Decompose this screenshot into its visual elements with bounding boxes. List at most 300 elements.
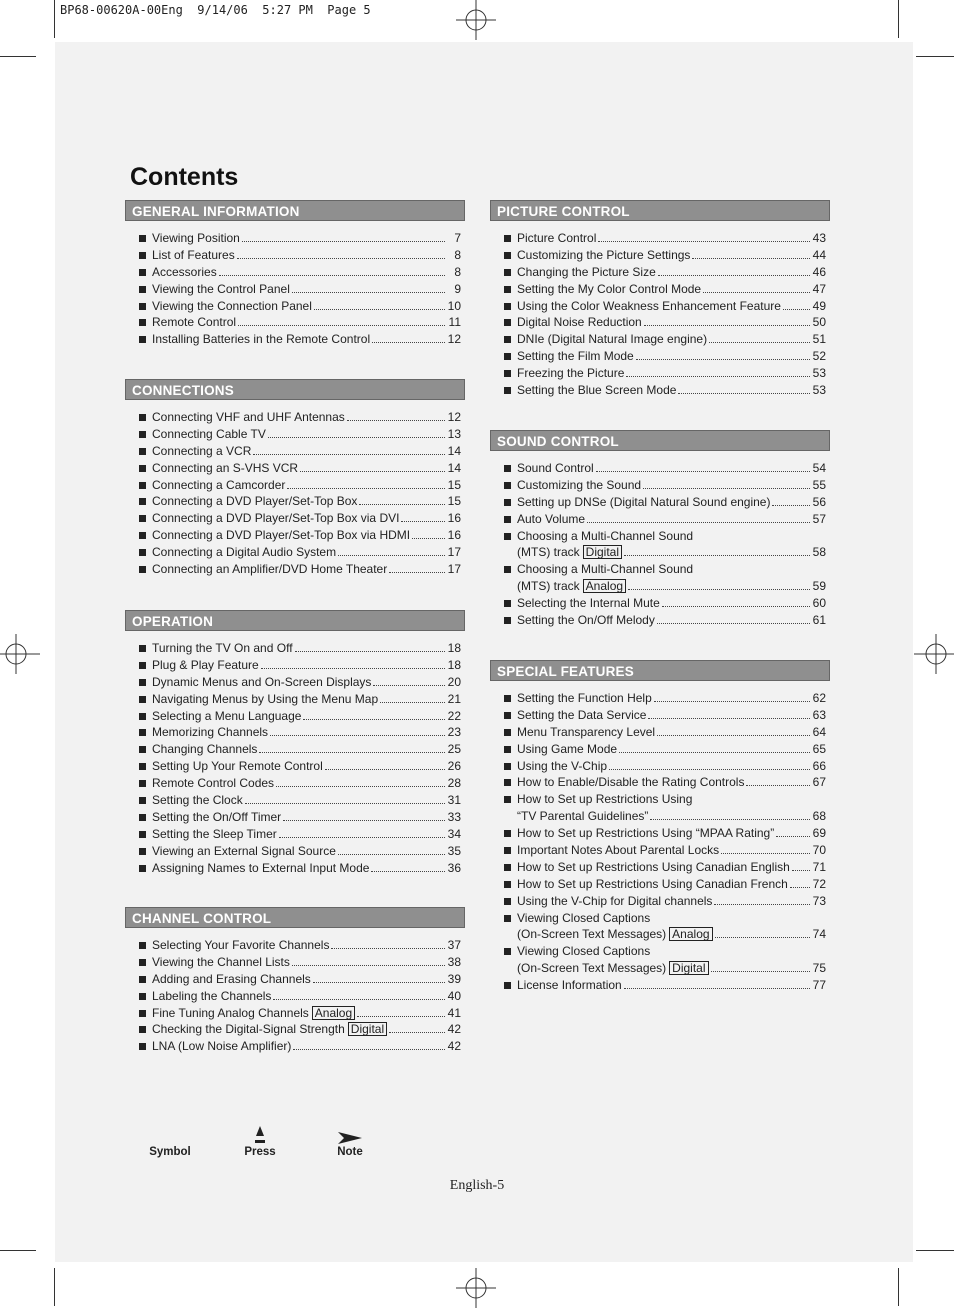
crop-mark bbox=[0, 1250, 36, 1251]
toc-entry-title: Viewing the Channel Lists bbox=[152, 954, 290, 969]
dot-leader bbox=[331, 948, 445, 949]
bullet-square-icon bbox=[139, 498, 146, 505]
toc-entry[interactable] bbox=[490, 707, 830, 724]
toc-entry-line bbox=[152, 443, 461, 460]
bullet-square-icon bbox=[504, 566, 511, 573]
toc-entry[interactable] bbox=[490, 314, 830, 331]
toc-page-number: 15 bbox=[447, 477, 461, 492]
toc-entry-line bbox=[152, 247, 461, 264]
bullet-square-icon bbox=[504, 712, 511, 719]
toc-entry-title: Setting the Clock bbox=[152, 793, 243, 808]
toc-entry[interactable] bbox=[490, 247, 830, 264]
toc-entry-line bbox=[152, 561, 461, 578]
toc-entry[interactable] bbox=[490, 893, 830, 910]
toc-entry[interactable] bbox=[125, 640, 465, 657]
toc-entry[interactable] bbox=[490, 859, 830, 876]
toc-page-number: 61 bbox=[812, 613, 826, 628]
toc-page-number: 43 bbox=[812, 231, 826, 245]
bullet-square-icon bbox=[504, 779, 511, 786]
toc-entry-title: List of Features bbox=[152, 247, 235, 262]
toc-entry-line bbox=[517, 893, 826, 910]
bullet-square-icon bbox=[139, 549, 146, 556]
toc-entry-line bbox=[517, 910, 826, 927]
toc-entry[interactable] bbox=[125, 775, 465, 792]
toc-entry-line bbox=[517, 247, 826, 264]
toc-page-number: 21 bbox=[447, 691, 461, 706]
toc-entry[interactable] bbox=[490, 264, 830, 281]
toc-entry-title: Viewing Closed Captions bbox=[517, 944, 651, 959]
toc-entry[interactable] bbox=[490, 741, 830, 758]
toc-page-number: 18 bbox=[447, 641, 461, 655]
dot-leader bbox=[619, 752, 810, 753]
dot-leader bbox=[303, 719, 445, 720]
toc-page-number: 54 bbox=[812, 461, 826, 475]
bullet-square-icon bbox=[504, 353, 511, 360]
toc-entry-title: Navigating Menus by Using the Menu Map bbox=[152, 691, 379, 706]
toc-entry[interactable] bbox=[125, 493, 465, 510]
dot-leader bbox=[657, 623, 810, 624]
toc-entry[interactable] bbox=[490, 910, 830, 944]
bullet-square-icon bbox=[504, 319, 511, 326]
toc-entry[interactable] bbox=[490, 876, 830, 893]
dot-leader bbox=[259, 752, 445, 753]
dot-leader bbox=[245, 803, 445, 804]
toc-entry[interactable] bbox=[490, 298, 830, 315]
toc-entry-title: Setting the Sleep Timer bbox=[152, 826, 277, 841]
toc-entry-line bbox=[517, 758, 826, 775]
toc-entry[interactable] bbox=[125, 691, 465, 708]
toc-entry[interactable] bbox=[125, 264, 465, 281]
toc-entry-line bbox=[517, 460, 826, 477]
dot-leader bbox=[412, 538, 445, 539]
toc-entry[interactable] bbox=[490, 477, 830, 494]
bullet-square-icon bbox=[504, 336, 511, 343]
toc-entry-line bbox=[517, 477, 826, 494]
dot-leader bbox=[359, 504, 445, 505]
toc-entry[interactable] bbox=[125, 826, 465, 843]
print-slug: BP68-00620A-00Eng 9/14/06 5:27 PM Page 5 bbox=[60, 3, 371, 17]
toc-entry-title: Picture Control bbox=[517, 231, 597, 245]
bullet-square-icon bbox=[504, 746, 511, 753]
toc-entry-line bbox=[152, 691, 461, 708]
dot-leader bbox=[292, 965, 445, 966]
toc-entry-line bbox=[517, 791, 826, 808]
toc-page-number: 17 bbox=[447, 545, 461, 560]
bullet-square-icon bbox=[504, 847, 511, 854]
toc-entry-title: Freezing the Picture bbox=[517, 366, 625, 381]
toc-entry[interactable] bbox=[490, 724, 830, 741]
toc-entry-line bbox=[517, 808, 826, 825]
toc-entry-title: License Information bbox=[517, 978, 622, 993]
toc-page-number: 20 bbox=[447, 674, 461, 689]
registration-crosshair-icon bbox=[456, 1268, 496, 1308]
toc-page-number: 60 bbox=[812, 596, 826, 611]
toc-entry-title: Setting the Function Help bbox=[517, 691, 652, 705]
toc-entry-line bbox=[517, 960, 826, 977]
toc-entry[interactable] bbox=[490, 561, 830, 595]
toc-entry-line bbox=[517, 926, 826, 943]
toc-entry-line bbox=[517, 365, 826, 382]
toc-entry-title: Using the V-Chip bbox=[517, 758, 608, 773]
toc-entry-title: Setting the Film Mode bbox=[517, 349, 634, 364]
bullet-square-icon bbox=[139, 566, 146, 573]
toc-entry-title: Using the V-Chip for Digital channels bbox=[517, 893, 713, 908]
bullet-square-icon bbox=[504, 948, 511, 955]
toc-entry-title: Connecting a DVD Player/Set-Top Box bbox=[152, 494, 358, 509]
toc-entry[interactable] bbox=[125, 1005, 465, 1022]
toc-entry[interactable] bbox=[490, 460, 830, 477]
toc-page-number: 28 bbox=[447, 776, 461, 791]
crop-mark bbox=[898, 0, 899, 38]
toc-entry[interactable] bbox=[125, 657, 465, 674]
toc-page-number: 63 bbox=[812, 707, 826, 722]
bullet-square-icon bbox=[139, 645, 146, 652]
toc-entry[interactable] bbox=[125, 954, 465, 971]
bullet-square-icon bbox=[139, 976, 146, 983]
bullet-square-icon bbox=[139, 848, 146, 855]
toc-entry[interactable] bbox=[490, 494, 830, 511]
toc-page-number: 17 bbox=[447, 562, 461, 577]
toc-entry[interactable] bbox=[490, 977, 830, 994]
toc-page-number: 12 bbox=[447, 410, 461, 424]
bullet-square-icon bbox=[504, 252, 511, 259]
dot-leader bbox=[650, 819, 810, 820]
toc-entry[interactable] bbox=[125, 1038, 465, 1055]
toc-entry-title: “TV Parental Guidelines” bbox=[517, 809, 649, 824]
toc-entry-line bbox=[152, 724, 461, 741]
toc-entry[interactable] bbox=[125, 724, 465, 741]
dot-leader bbox=[648, 718, 810, 719]
dot-leader bbox=[628, 589, 810, 590]
section-channel-control bbox=[125, 907, 465, 1055]
section-heading: SOUND CONTROL bbox=[490, 430, 830, 451]
toc-entry-line bbox=[152, 758, 461, 775]
bullet-square-icon bbox=[139, 729, 146, 736]
toc-entry-line bbox=[152, 527, 461, 544]
toc-entry-title: Sound Control bbox=[517, 461, 594, 475]
section-heading: CONNECTIONS bbox=[125, 379, 465, 400]
dot-leader bbox=[380, 702, 445, 703]
bullet-square-icon bbox=[504, 533, 511, 540]
toc-entry-title: Adding and Erasing Channels bbox=[152, 971, 311, 986]
toc-entry[interactable] bbox=[125, 988, 465, 1005]
toc-entry[interactable] bbox=[490, 791, 830, 825]
toc-entry[interactable] bbox=[490, 281, 830, 298]
toc-page-number: 64 bbox=[812, 724, 826, 739]
dot-leader bbox=[624, 555, 810, 556]
bullet-square-icon bbox=[504, 898, 511, 905]
toc-page-number: 14 bbox=[447, 443, 461, 458]
dot-leader bbox=[746, 785, 810, 786]
toc-entry[interactable] bbox=[125, 937, 465, 954]
toc-entry-line bbox=[517, 561, 826, 578]
toc-entry-line bbox=[517, 331, 826, 348]
dot-leader bbox=[300, 471, 445, 472]
toc-entry-title: Setting the On/Off Melody bbox=[517, 613, 655, 628]
toc-page-number: 65 bbox=[812, 741, 826, 756]
toc-entry[interactable] bbox=[125, 1021, 465, 1038]
toc-entry[interactable] bbox=[125, 230, 465, 247]
toc-entry-line bbox=[152, 544, 461, 561]
toc-entry[interactable] bbox=[490, 331, 830, 348]
toc-entry-title: How to Set up Restrictions Using bbox=[517, 792, 693, 807]
toc-entry[interactable] bbox=[125, 460, 465, 477]
toc-entry[interactable] bbox=[125, 477, 465, 494]
toc-entry-title: Setting the My Color Control Mode bbox=[517, 281, 702, 296]
dot-leader bbox=[253, 454, 445, 455]
toc-entry-line bbox=[152, 1005, 461, 1022]
toc-entry-title: Connecting an S-VHS VCR bbox=[152, 460, 299, 475]
toc-entry[interactable] bbox=[125, 708, 465, 725]
toc-entry[interactable] bbox=[490, 528, 830, 562]
toc-page-number: 25 bbox=[447, 742, 461, 757]
press-arrow-icon bbox=[230, 1120, 290, 1146]
bullet-square-icon bbox=[139, 515, 146, 522]
toc-page-number: 66 bbox=[812, 758, 826, 773]
dot-leader bbox=[279, 837, 445, 838]
toc-page-number: 23 bbox=[447, 725, 461, 740]
toc-entry[interactable] bbox=[125, 426, 465, 443]
toc-page-number: 38 bbox=[447, 954, 461, 969]
toc-entry-line bbox=[517, 612, 826, 629]
toc-page-number: 59 bbox=[812, 579, 826, 594]
bullet-square-icon bbox=[139, 252, 146, 259]
toc-entry[interactable] bbox=[490, 230, 830, 247]
toc-entry-line bbox=[517, 382, 826, 399]
toc-page-number: 57 bbox=[812, 511, 826, 526]
toc-entry[interactable] bbox=[125, 758, 465, 775]
toc-entry-line bbox=[152, 826, 461, 843]
toc-entry-line bbox=[517, 298, 826, 315]
toc-entry-line bbox=[517, 494, 826, 511]
toc-entry[interactable] bbox=[490, 382, 830, 399]
toc-entry-title: Plug & Play Feature bbox=[152, 657, 259, 672]
toc-entry-title: Setting Up Your Remote Control bbox=[152, 759, 323, 774]
toc-page-number: 40 bbox=[447, 988, 461, 1003]
crop-mark bbox=[54, 0, 55, 38]
toc-page-number: 67 bbox=[812, 775, 826, 790]
signal-type-badge: Analog bbox=[312, 1006, 355, 1020]
toc-entry-title: (On-Screen Text Messages) bbox=[517, 927, 667, 942]
bullet-square-icon bbox=[139, 303, 146, 310]
toc-page-number: 26 bbox=[447, 759, 461, 774]
dot-leader bbox=[792, 870, 810, 871]
toc-entry[interactable] bbox=[125, 331, 465, 348]
toc-entry[interactable] bbox=[490, 348, 830, 365]
dot-leader bbox=[273, 999, 445, 1000]
toc-entry[interactable] bbox=[125, 544, 465, 561]
toc-entry[interactable] bbox=[125, 843, 465, 860]
bullet-square-icon bbox=[139, 1043, 146, 1050]
dot-leader bbox=[357, 1016, 445, 1017]
toc-entry-line bbox=[517, 859, 826, 876]
toc-entry[interactable] bbox=[490, 842, 830, 859]
bullet-square-icon bbox=[139, 679, 146, 686]
dot-leader bbox=[636, 359, 810, 360]
toc-entry-line bbox=[152, 741, 461, 758]
bullet-square-icon bbox=[139, 780, 146, 787]
bullet-square-icon bbox=[139, 942, 146, 949]
toc-page-number: 56 bbox=[812, 494, 826, 509]
toc-entry[interactable] bbox=[125, 674, 465, 691]
toc-entry-line bbox=[517, 724, 826, 741]
bullet-square-icon bbox=[504, 617, 511, 624]
toc-entry-title: Connecting VHF and UHF Antennas bbox=[152, 410, 345, 424]
bullet-square-icon bbox=[504, 982, 511, 989]
registration-crosshair-icon bbox=[0, 634, 40, 674]
dot-leader bbox=[626, 376, 810, 377]
dot-leader bbox=[657, 735, 810, 736]
dot-leader bbox=[709, 342, 810, 343]
toc-list bbox=[490, 690, 830, 994]
bullet-square-icon bbox=[504, 387, 511, 394]
toc-entry-line bbox=[152, 298, 461, 315]
section-connections bbox=[125, 379, 465, 578]
toc-entry[interactable] bbox=[125, 247, 465, 264]
toc-entry-title: How to Enable/Disable the Rating Controls bbox=[517, 775, 745, 790]
toc-page-number: 31 bbox=[447, 793, 461, 808]
section-general-information bbox=[125, 200, 465, 348]
dot-leader bbox=[287, 488, 445, 489]
toc-entry-title: Using Game Mode bbox=[517, 741, 618, 756]
toc-entry-title: Using the Color Weakness Enhancement Feature bbox=[517, 298, 781, 313]
toc-entry[interactable] bbox=[490, 511, 830, 528]
section-sound-control bbox=[490, 430, 830, 629]
crop-mark bbox=[916, 1250, 954, 1251]
toc-entry-line bbox=[152, 281, 461, 298]
bullet-square-icon bbox=[139, 431, 146, 438]
legend-symbol-label: Symbol bbox=[149, 1146, 191, 1158]
toc-page-number: 41 bbox=[447, 1005, 461, 1020]
toc-entry[interactable] bbox=[490, 943, 830, 977]
bullet-square-icon bbox=[504, 370, 511, 377]
toc-entry[interactable] bbox=[125, 314, 465, 331]
bullet-square-icon bbox=[139, 319, 146, 326]
bullet-square-icon bbox=[139, 1026, 146, 1033]
toc-entry-title: Connecting an Amplifier/DVD Home Theater bbox=[152, 562, 388, 577]
bullet-square-icon bbox=[504, 600, 511, 607]
toc-entry-title: Customizing the Picture Settings bbox=[517, 247, 691, 262]
dot-leader bbox=[401, 521, 445, 522]
section-operation bbox=[125, 610, 465, 876]
toc-page-number: 22 bbox=[447, 708, 461, 723]
toc-page-number: 44 bbox=[812, 247, 826, 262]
toc-entry[interactable] bbox=[490, 365, 830, 382]
crop-mark bbox=[898, 1268, 899, 1306]
bullet-square-icon bbox=[139, 336, 146, 343]
bullet-square-icon bbox=[504, 864, 511, 871]
toc-entry[interactable] bbox=[125, 298, 465, 315]
toc-entry-line bbox=[517, 774, 826, 791]
dot-leader bbox=[721, 853, 810, 854]
toc-entry-line bbox=[517, 348, 826, 365]
toc-page-number: 13 bbox=[447, 426, 461, 441]
toc-entry[interactable] bbox=[125, 281, 465, 298]
toc-entry-line bbox=[152, 426, 461, 443]
toc-page-number: 8 bbox=[454, 247, 461, 262]
toc-entry[interactable] bbox=[490, 595, 830, 612]
toc-entry-line bbox=[517, 741, 826, 758]
toc-entry-line bbox=[152, 954, 461, 971]
bullet-square-icon bbox=[504, 796, 511, 803]
toc-entry-line bbox=[152, 331, 461, 348]
toc-entry[interactable] bbox=[125, 860, 465, 877]
bullet-square-icon bbox=[504, 303, 511, 310]
toc-entry-line bbox=[517, 528, 826, 545]
toc-page-number: 74 bbox=[812, 927, 826, 942]
crop-mark bbox=[54, 1268, 55, 1306]
toc-page-number: 35 bbox=[447, 843, 461, 858]
toc-entry-line bbox=[517, 578, 826, 595]
bullet-square-icon bbox=[139, 959, 146, 966]
bullet-square-icon bbox=[139, 662, 146, 669]
toc-entry[interactable] bbox=[125, 443, 465, 460]
toc-entry[interactable] bbox=[490, 774, 830, 791]
toc-entry-title: How to Set up Restrictions Using Canadian French bbox=[517, 876, 788, 891]
legend-note bbox=[320, 1120, 380, 1158]
toc-entry[interactable] bbox=[125, 561, 465, 578]
dot-leader bbox=[389, 1032, 445, 1033]
toc-entry-title: LNA (Low Noise Amplifier) bbox=[152, 1039, 292, 1054]
toc-entry[interactable] bbox=[125, 741, 465, 758]
dot-leader bbox=[295, 651, 445, 652]
toc-entry[interactable] bbox=[125, 409, 465, 426]
toc-entry-title: Dynamic Menus and On-Screen Displays bbox=[152, 674, 372, 689]
toc-page-number: 11 bbox=[448, 315, 461, 330]
toc-entry-title: Fine Tuning Analog Channels bbox=[152, 1005, 309, 1020]
dot-leader bbox=[270, 735, 445, 736]
bullet-square-icon bbox=[139, 814, 146, 821]
legend-symbol bbox=[140, 1120, 200, 1158]
toc-entry-title: Changing the Picture Size bbox=[517, 264, 656, 279]
registration-crosshair-icon bbox=[456, 0, 496, 40]
dot-leader bbox=[658, 275, 810, 276]
dot-leader bbox=[643, 488, 810, 489]
toc-entry[interactable] bbox=[125, 971, 465, 988]
toc-entry-title: Viewing an External Signal Source bbox=[152, 843, 336, 858]
dot-leader bbox=[347, 420, 445, 421]
bullet-square-icon bbox=[139, 448, 146, 455]
toc-entry[interactable] bbox=[490, 690, 830, 707]
bullet-square-icon bbox=[504, 235, 511, 242]
toc-entry-line bbox=[152, 971, 461, 988]
toc-entry[interactable] bbox=[490, 825, 830, 842]
toc-entry[interactable] bbox=[125, 792, 465, 809]
toc-entry-line bbox=[152, 477, 461, 494]
bullet-square-icon bbox=[139, 1010, 146, 1017]
toc-page-number: 58 bbox=[812, 545, 826, 560]
toc-page-number: 52 bbox=[812, 349, 826, 364]
toc-entry-line bbox=[152, 657, 461, 674]
toc-entry-line bbox=[517, 690, 826, 707]
toc-entry[interactable] bbox=[125, 527, 465, 544]
toc-entry-line bbox=[517, 544, 826, 561]
bullet-square-icon bbox=[139, 763, 146, 770]
toc-entry-title: Selecting Your Favorite Channels bbox=[152, 938, 330, 952]
toc-page-number: 50 bbox=[812, 315, 826, 330]
toc-entry[interactable] bbox=[490, 758, 830, 775]
toc-page-number: 18 bbox=[447, 657, 461, 672]
toc-entry-title: Setting the On/Off Timer bbox=[152, 809, 282, 824]
toc-entry-line bbox=[152, 860, 461, 877]
toc-entry-line bbox=[517, 281, 826, 298]
toc-entry[interactable] bbox=[125, 809, 465, 826]
toc-entry[interactable] bbox=[125, 510, 465, 527]
toc-entry-title: Menu Transparency Level bbox=[517, 724, 656, 739]
toc-entry-title: Selecting the Internal Mute bbox=[517, 596, 660, 611]
toc-entry-line bbox=[152, 843, 461, 860]
toc-entry[interactable] bbox=[490, 612, 830, 629]
